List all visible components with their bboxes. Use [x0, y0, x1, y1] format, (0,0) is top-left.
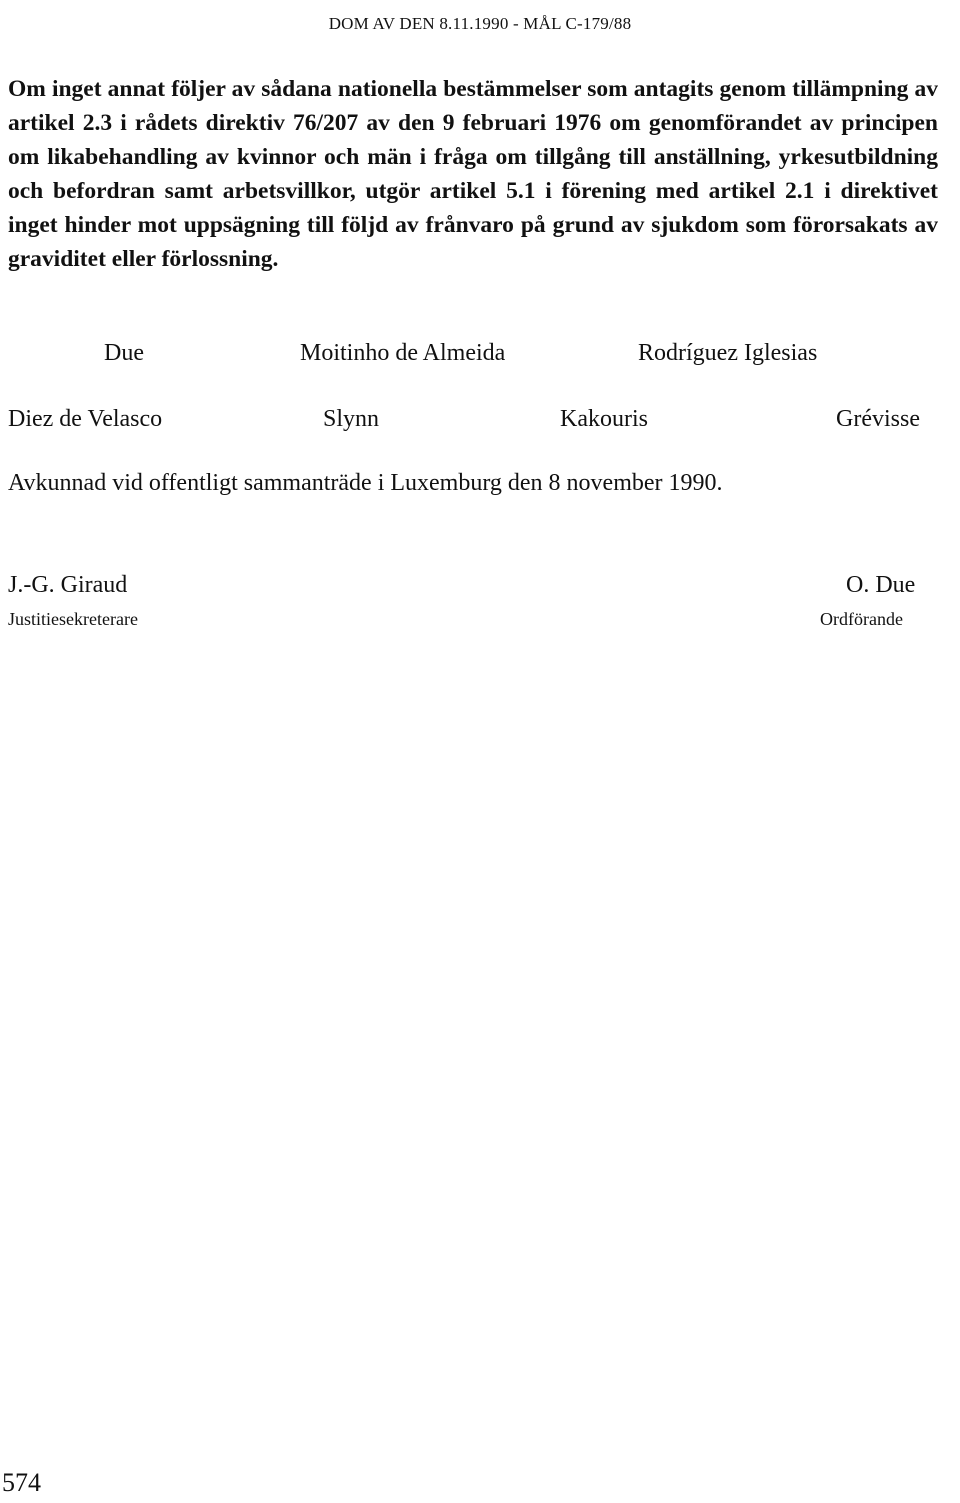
- judge-name: Rodríguez Iglesias: [638, 340, 818, 366]
- registrar-title: Justitiesekreterare: [8, 609, 138, 629]
- registrar-name: J.-G. Giraud: [8, 572, 128, 598]
- judge-name: Moitinho de Almeida: [300, 340, 506, 366]
- ruling-paragraph: Om inget annat följer av sådana nationella bestämmelser som antagits genom tillämpning av artikel 2.3 i rådets direktiv 76/207 av den 9 februari 1976 om genomförandet av principen om likabehandling av kvinnor och män i fråga om tillgång till anställning, yrkesutbildning och befordran samt arbetsvillkor, utgör artikel 5.1 i förening med artikel 2.1 i direktivet inget hinder mot uppsägning till följd av frånvaro på grund av sjukdom som förorsakats av graviditet eller förlossning.: [8, 76, 938, 272]
- page-number: 574: [2, 1468, 41, 1497]
- running-header: DOM AV DEN 8.11.1990 - MÅL C-179/88: [328, 14, 632, 33]
- judge-name: Slynn: [323, 406, 380, 432]
- judge-name: Grévisse: [836, 406, 920, 432]
- judge-name: Kakouris: [560, 406, 648, 432]
- president-name: O. Due: [846, 572, 916, 598]
- judge-name: Diez de Velasco: [8, 406, 163, 432]
- delivery-statement: Avkunnad vid offentligt sammanträde i Luxemburg den 8 november 1990.: [8, 470, 723, 496]
- judge-name: Due: [104, 340, 144, 366]
- president-title: Ordförande: [820, 609, 903, 629]
